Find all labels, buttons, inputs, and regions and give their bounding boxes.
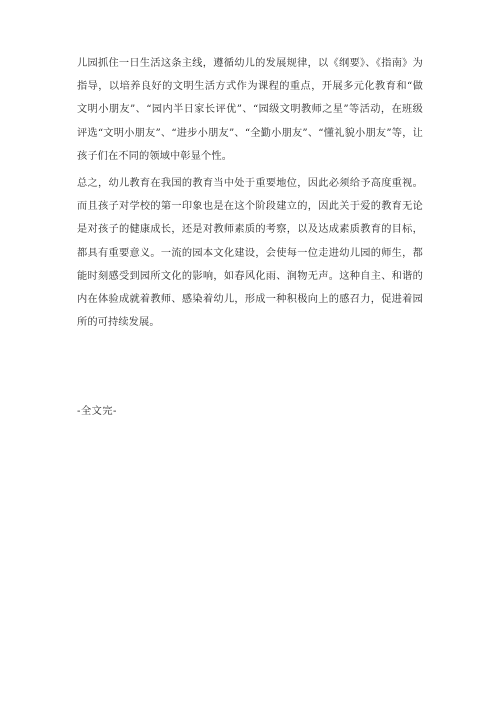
paragraph-2: 总之，幼儿教育在我国的教育当中处于重要地位，因此必须给予高度重视。而且孩子对学校的第一印象也是在这个阶段建立的，因此关于爱的教育无论是对孩子的健康成长，还是对教师素质的考察，以及达成素质教育的目标，都具有重要意义。一流的园本文化建设，会使每一位走进幼儿园的师生，都能时刻感受到园所文化的影响，如春风化雨、润物无声。这种自主、和谐的内在体验成就着教师、感染着幼儿，形成一种积极向上的感召力，促进着园所的可持续发展。	[77, 178, 423, 329]
paragraph-1: 儿园抓住一日生活这条主线，遵循幼儿的发展规律，以《纲要》、《指南》为指导，以培养良好的文明生活方式作为课程的重点，开展多元化教育和“做文明小朋友”、“园内半日家长评优”、“园级文明教师之星”等活动，在班级评选“文明小朋友”、“进步小朋友”、“全勤小朋友”、“懂礼貌小朋友”等，让孩子们在不同的领域中彰显个性。	[77, 58, 423, 162]
end-of-document-mark: -全文完-	[77, 406, 117, 417]
document-body	[77, 52, 423, 334]
